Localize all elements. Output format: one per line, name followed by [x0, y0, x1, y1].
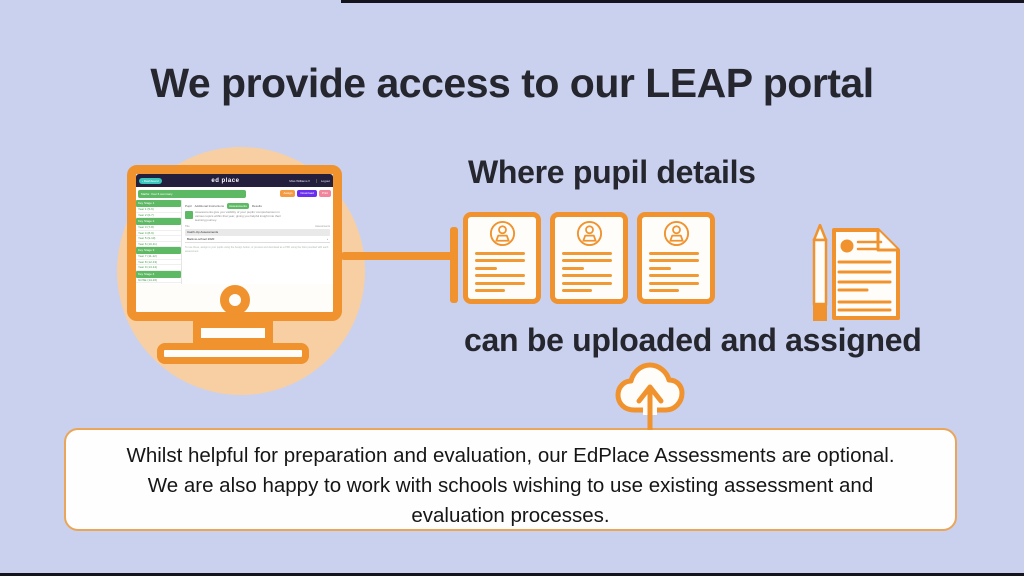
document-icon: [830, 227, 902, 321]
pupil-card: [637, 212, 715, 304]
card-line: [562, 274, 612, 277]
pupil-avatar-icon: [489, 220, 516, 247]
portal-sidebar: [136, 200, 182, 284]
sidebar-item: Year 4 (8-9): [136, 231, 181, 237]
sidebar-item: Year 7 (11-12): [136, 254, 181, 260]
caption-where-pupil-details: Where pupil details: [468, 154, 756, 190]
card-line: [649, 282, 699, 285]
slide-title: We provide access to our LEAP portal: [150, 60, 874, 106]
portal-summary-bar: Maths: Year 6 summary: [138, 190, 246, 198]
card-line: [562, 267, 584, 270]
note-line-2: We are also happy to work with schools wishing to use existing assessment and: [147, 474, 874, 497]
caption-can-be-uploaded: can be uploaded and assigned: [464, 322, 922, 358]
pupil-avatar-icon: [576, 220, 603, 247]
card-line: [475, 267, 497, 270]
card-line: [649, 252, 699, 255]
portal-logo: ed place: [211, 177, 240, 184]
sidebar-section-header: Key Stage 1: [136, 200, 181, 207]
chevron-right-icon: ›: [327, 237, 328, 242]
table-col-title: Title: [185, 225, 190, 229]
table-row: Catch-Up Assessments: [185, 229, 330, 236]
portal-screenshot: [136, 174, 333, 284]
portal-user-menu: Miss Williams ▾: [289, 178, 310, 183]
monitor-illustration: [127, 165, 342, 321]
tab-results: Results: [251, 204, 262, 208]
portal-assign-button: Assign: [280, 190, 295, 197]
table-col-assessments: Assessments: [315, 225, 330, 229]
portal-navbar: [136, 174, 333, 187]
connector-line: [341, 252, 454, 260]
card-line: [475, 289, 505, 292]
note-line-3: evaluation processes.: [411, 504, 610, 527]
card-line: [562, 282, 612, 285]
card-line: [475, 259, 525, 262]
portal-tabs: [185, 202, 330, 210]
tab-additional-instructions: Additional Instructions: [194, 204, 225, 208]
note-line-1: Whilst helpful for preparation and evaluation, our EdPlace Assessments are optional.: [126, 444, 895, 467]
sidebar-item: Year 9 (13-14): [136, 265, 181, 271]
sidebar-item: Year 1 (5-6): [136, 207, 181, 213]
card-line: [649, 267, 671, 270]
note-box: [64, 428, 957, 531]
sidebar-section-header: Key Stage 2: [136, 218, 181, 225]
card-line: [562, 289, 592, 292]
assessment-info-text: Assessments give you visibility of your pupils' comprehension in various topics within that year, giving you helpful insight into their learning journey.: [195, 210, 281, 222]
portal-fine-print: To use these, assign to your pupils using the Assign button, or preview and download as a PDF using the links provided with each assessment.: [185, 246, 329, 253]
card-line: [475, 274, 525, 277]
card-line: [562, 252, 612, 255]
letterbox-top-strip: [341, 0, 1024, 3]
caret-down-icon: ▾: [308, 178, 310, 183]
sidebar-section-header: Key Stage 3: [136, 247, 181, 254]
pupil-card: [463, 212, 541, 304]
card-line: [562, 259, 612, 262]
tab-assessments-active: Assessments: [229, 204, 247, 208]
connector-end-cap: [450, 227, 458, 303]
portal-download-button: Download: [297, 190, 316, 197]
pupil-avatar-icon: [663, 220, 690, 247]
card-line: [649, 274, 699, 277]
sidebar-item: GCSE (14-16): [136, 278, 181, 284]
sidebar-item: Year 6 (10-11): [136, 242, 181, 248]
monitor-power-button: [220, 285, 250, 315]
portal-toolbar: [136, 187, 333, 200]
portal-print-button: Print: [319, 190, 331, 197]
cloud-upload-icon: [612, 360, 688, 430]
sidebar-item: Year 3 (7-8): [136, 225, 181, 231]
card-line: [475, 252, 525, 255]
table-row: Back-to-school 2020 ›: [187, 237, 328, 242]
card-line: [649, 259, 699, 262]
sidebar-section-header: Key Stage 4: [136, 271, 181, 278]
monitor-stand-base: [157, 343, 309, 364]
card-line: [475, 282, 525, 285]
pupil-card: [550, 212, 628, 304]
portal-main-panel: [182, 200, 333, 284]
pencil-icon: [811, 224, 829, 322]
portal-logout-button: Logout: [316, 179, 330, 183]
back-arrow-icon: ‹: [142, 178, 143, 183]
sidebar-item: Year 5 (9-10): [136, 236, 181, 242]
card-line: [649, 289, 679, 292]
sidebar-item: Year 8 (12-13): [136, 260, 181, 266]
portal-back-button: ‹ Dashboard: [139, 178, 162, 184]
assessment-info-icon: [185, 211, 193, 219]
sidebar-item: Year 2 (6-7): [136, 213, 181, 219]
tab-pupil: Pupil: [185, 204, 192, 208]
